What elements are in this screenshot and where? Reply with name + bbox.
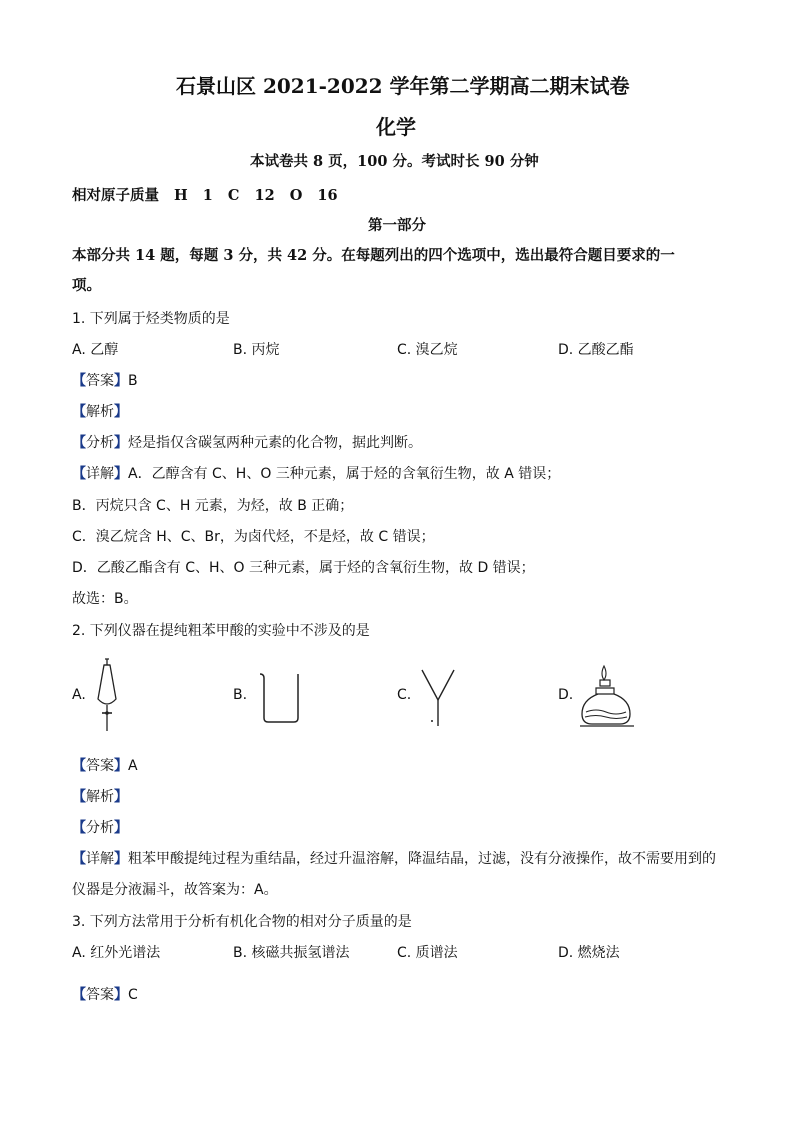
exam-info: 本试卷共 8 页，100 分。考试时长 90 分钟 xyxy=(250,153,539,170)
q3-answer-value: C xyxy=(128,987,138,1003)
q3-option-b: B. 核磁共振氢谱法 xyxy=(233,945,350,961)
q1-detail-line-a: A．乙醇含有 C、H、O 三种元素，属于烃的含氧衍生物，故 A 错误； xyxy=(128,466,561,482)
atomic-mass: 相对原子质量 H 1 C 12 O 16 xyxy=(72,187,338,204)
separatory-funnel-icon xyxy=(92,655,122,735)
q2-fenxi-tag: 【分析】 xyxy=(72,820,128,836)
q2-detail-line1: 粗苯甲酸提纯过程为重结晶，经过升温溶解，降温结晶，过滤，没有分液操作，故不需要用到的 xyxy=(128,851,716,867)
q1-option-b: B. 丙烷 xyxy=(233,342,280,358)
detail-label: 详解 xyxy=(86,851,114,867)
q2-answer: 【答案】A xyxy=(72,758,138,774)
detail-label: 详解 xyxy=(86,466,114,482)
q1-fenxi-text: 烃是指仅含碳氢两种元素的化合物，据此判断。 xyxy=(128,435,422,451)
q1-detail-line-b: B．丙烷只含 C、H 元素，为烃，故 B 正确； xyxy=(72,498,354,514)
q1-detail: 【详解】A．乙醇含有 C、H、O 三种元素，属于烃的含氧衍生物，故 A 错误； xyxy=(72,466,561,482)
q1-fenxi: 【分析】烃是指仅含碳氢两种元素的化合物，据此判断。 xyxy=(72,435,422,451)
q3-stem: 3. 下列方法常用于分析有机化合物的相对分子质量的是 xyxy=(72,914,412,930)
exam-title: 石景山区 2021-2022 学年第二学期高二期末试卷 xyxy=(176,74,630,98)
q1-answer: 【答案】B xyxy=(72,373,138,389)
alcohol-lamp-icon xyxy=(578,662,636,730)
q1-conclusion: 故选：B。 xyxy=(72,591,138,607)
q1-analysis-tag: 【解析】 xyxy=(72,404,128,420)
analysis-label: 解析 xyxy=(86,789,114,805)
beaker-icon xyxy=(256,670,304,726)
q1-answer-value: B xyxy=(128,373,138,389)
part-instructions-line1: 本部分共 14 题，每题 3 分，共 42 分。在每题列出的四个选项中，选出最符合题目要求的一 xyxy=(72,247,675,264)
q1-detail-line-d: D．乙酸乙酯含有 C、H、O 三种元素，属于烃的含氧衍生物，故 D 错误； xyxy=(72,560,535,576)
q2-option-c: C. xyxy=(397,687,412,703)
q2-option-a: A. xyxy=(72,687,86,703)
q3-answer: 【答案】C xyxy=(72,987,138,1003)
q2-analysis-tag: 【解析】 xyxy=(72,789,128,805)
q2-detail-line2: 仪器是分液漏斗，故答案为：A。 xyxy=(72,882,278,898)
answer-label: 答案 xyxy=(86,373,114,389)
q1-stem: 1. 下列属于烃类物质的是 xyxy=(72,311,230,327)
answer-label: 答案 xyxy=(86,758,114,774)
part-instructions-line2: 项。 xyxy=(72,277,101,294)
subject-title: 化学 xyxy=(376,115,416,139)
q1-option-a: A. 乙醇 xyxy=(72,342,119,358)
funnel-icon xyxy=(418,666,458,728)
q1-option-c: C. 溴乙烷 xyxy=(397,342,458,358)
part-title: 第一部分 xyxy=(368,217,426,234)
q2-detail: 【详解】粗苯甲酸提纯过程为重结晶，经过升温溶解，降温结晶，过滤，没有分液操作，故不需要用到的 xyxy=(72,851,716,867)
q2-answer-value: A xyxy=(128,758,138,774)
q1-detail-line-c: C．溴乙烷含 H、C、Br，为卤代烃，不是烃，故 C 错误； xyxy=(72,529,435,545)
q1-option-d: D. 乙酸乙酯 xyxy=(558,342,634,358)
q2-option-d: D. xyxy=(558,687,574,703)
answer-label: 答案 xyxy=(86,987,114,1003)
fenxi-label: 分析 xyxy=(86,820,114,836)
fenxi-label: 分析 xyxy=(86,435,114,451)
q2-option-b: B. xyxy=(233,687,248,703)
q3-option-d: D. 燃烧法 xyxy=(558,945,620,961)
q3-option-c: C. 质谱法 xyxy=(397,945,458,961)
analysis-label: 解析 xyxy=(86,404,114,420)
q2-stem: 2. 下列仪器在提纯粗苯甲酸的实验中不涉及的是 xyxy=(72,623,370,639)
q3-option-a: A. 红外光谱法 xyxy=(72,945,161,961)
